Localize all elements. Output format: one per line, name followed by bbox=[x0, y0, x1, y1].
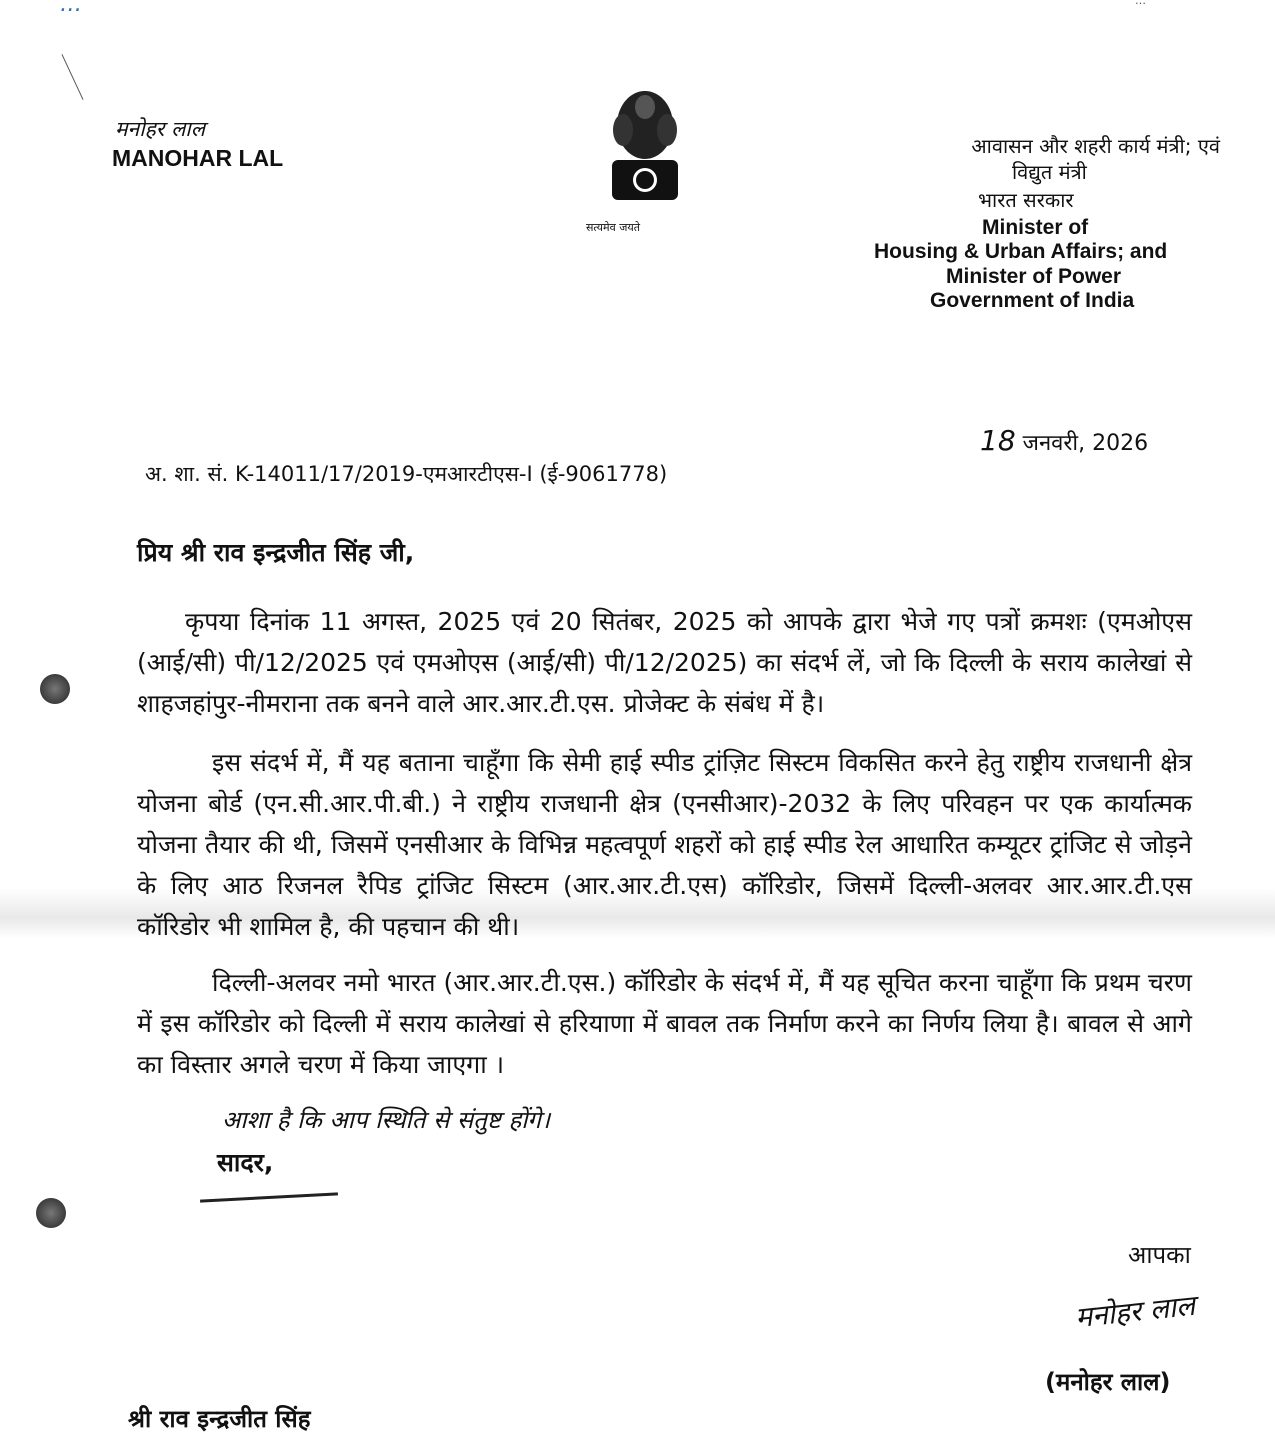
designation-english-line2: Housing & Urban Affairs; and bbox=[874, 240, 1168, 263]
punch-hole bbox=[40, 674, 70, 704]
addressee-name: श्री राव इन्द्रजीत सिंह bbox=[128, 1405, 311, 1433]
regards: सादर, bbox=[217, 1148, 274, 1177]
paragraph-2: इस संदर्भ में, मैं यह बताना चाहूँगा कि सेमी हाई स्पीड ट्रांज़िट सिस्टम विकसित करने हेतु राष्ट्रीय राजधानी क्षेत्र योजना बोर्ड (एन.सी.आर.पी.बी.) ने राष्ट्रीय राजधानी क्षेत्र (एनसीआर)-2032 के लिए परिवहन पर एक कार्यात्मक योजना तैयार की थी, जिसमें एनसीआर के विभिन्न महत्वपूर्ण शहरों को हाई स्पीड रेल आधारित कम्यूटर ट्रांजिट से जोड़ने के लिए आठ रिजनल रैपिड ट्रांजिट सिस्टम (आर.आर.टी.एस) कॉरिडोर, जिसमें दिल्ली-अलवर आर.आर.टी.एस कॉरिडोर भी शामिल है, की पहचान की थी। bbox=[137, 748, 1192, 941]
signatory-name: (मनोहर लाल) bbox=[1045, 1368, 1171, 1396]
handwritten-annotation: … bbox=[60, 0, 82, 17]
closing-hope: आशा है कि आप स्थिति से संतुष्ट होंगे। bbox=[222, 1106, 551, 1134]
paragraph-3: दिल्ली-अलवर नमो भारत (आर.आर.टी.एस.) कॉरिडोर के संदर्भ में, मैं यह सूचित करना चाहूँगा कि प्रथम चरण में इस कॉरिडोर को दिल्ली में सराय कालेखां से हरियाणा में बावल तक निर्माण करने का निर्णय लिया है। बावल से आगे का विस्तार अगले चरण में किया जाएगा । bbox=[137, 968, 1192, 1079]
designation-hindi-line1: आवासन और शहरी कार्य मंत्री; एवं bbox=[971, 134, 1220, 158]
national-emblem bbox=[586, 85, 693, 234]
salutation: प्रिय श्री राव इन्द्रजीत सिंह जी, bbox=[137, 538, 415, 567]
pen-mark bbox=[61, 54, 83, 100]
paragraph-1: कृपया दिनांक 11 अगस्त, 2025 एवं 20 सितंबर, 2025 को आपके द्वारा भेजे गए पत्रों क्रमशः (एमओएस (आई/सी) पी/12/2025 एवं एमओएस (आई/सी) पी/12/2025) का संदर्भ लें, जो कि दिल्ली के सराय कालेखां से शाहजहांपुर-नीमराना तक बनने वाले आर.आर.टी.एस. प्रोजेक्ट के संबंध में है। bbox=[137, 607, 1192, 718]
sender-name-english: MANOHAR LAL bbox=[112, 145, 284, 171]
designation-english-line4: Government of India bbox=[930, 289, 1135, 312]
pen-stroke bbox=[200, 1192, 338, 1202]
lion-capital-icon bbox=[598, 85, 693, 215]
date-day-handwritten: 18 bbox=[980, 424, 1016, 457]
designation-english-line1: Minister of bbox=[982, 216, 1089, 239]
designation-hindi-line3: भारत सरकार bbox=[978, 188, 1074, 212]
designation-english-line3: Minister of Power bbox=[946, 265, 1122, 288]
letter-date bbox=[980, 424, 1148, 457]
yours: आपका bbox=[1128, 1241, 1191, 1269]
punch-hole bbox=[36, 1198, 66, 1228]
designation-hindi-line2: विद्युत मंत्री bbox=[1012, 160, 1087, 184]
sender-name-hindi: मनोहर लाल bbox=[115, 117, 205, 141]
date-month-year: जनवरी, 2026 bbox=[1022, 431, 1149, 456]
reference-number: अ. शा. सं. K-14011/17/2019-एमआरटीएस-I (ई-9061778) bbox=[145, 462, 668, 486]
emblem-motto: सत्यमेव जयते bbox=[586, 221, 641, 234]
handwritten-signature: मनोहर लाल bbox=[1073, 1288, 1197, 1335]
office-stamp: … bbox=[1135, 0, 1146, 7]
